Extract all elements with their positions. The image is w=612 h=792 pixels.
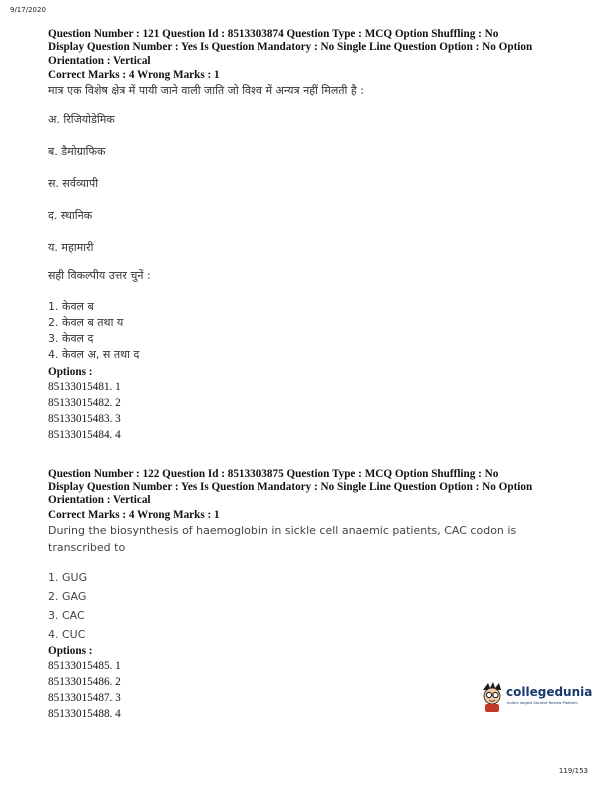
question-122-option-1: 85133015485. 1 <box>48 659 121 672</box>
logo-wordmark: collegedunia <box>506 685 593 699</box>
question-121-item-b: ब. डैमोग्राफिक <box>48 144 106 158</box>
mascot-icon <box>480 681 506 713</box>
question-121-meta-line1: Question Number : 121 Question Id : 8513303874 Question Type : MCQ Option Shuffling : No <box>48 28 499 40</box>
question-121-text: मात्र एक विशेष क्षेत्र में पायी जाने वाली जाति जो विश्व में अन्यत्र नहीं मिलती है : <box>48 83 364 97</box>
print-date: 9/17/2020 <box>10 6 46 14</box>
question-121-options-title: Options : <box>48 365 93 378</box>
question-121-option-3: 85133015483. 3 <box>48 412 121 425</box>
collegedunia-logo <box>480 681 600 715</box>
question-122-marks: Correct Marks : 4 Wrong Marks : 1 <box>48 508 220 521</box>
question-121-item-a: अ. रिजियोडेमिक <box>48 112 115 126</box>
question-122-meta-line1: Question Number : 122 Question Id : 8513303875 Question Type : MCQ Option Shuffling : No <box>48 467 499 480</box>
question-122-meta-line2: Display Question Number : Yes Is Question Mandatory : No Single Line Question Option : No Option <box>48 481 533 494</box>
question-121-item-c: स. सर्वव्यापी <box>48 176 99 190</box>
question-121 <box>48 28 588 443</box>
question-122-text-line1: During the biosynthesis of haemoglobin in sickle cell anaemic patients, CAC codon is <box>48 523 517 537</box>
question-122-option-4: 85133015488. 4 <box>48 707 121 720</box>
question-121-option-2: 85133015482. 2 <box>48 396 121 409</box>
question-122-choice-3: 3. CAC <box>48 608 85 622</box>
question-121-choice-3: 3. केवल द <box>48 331 94 345</box>
question-121-item-d: द. स्थानिक <box>48 208 93 222</box>
question-122-choice-4: 4. CUC <box>48 627 86 641</box>
question-121-choice-2: 2. केवल ब तथा य <box>48 315 124 329</box>
question-122-options-title: Options : <box>48 644 93 657</box>
question-121-option-1: 85133015481. 1 <box>48 380 121 393</box>
question-121-option-4: 85133015484. 4 <box>48 428 121 441</box>
question-121-choice-1: 1. केवल ब <box>48 299 94 313</box>
question-121-meta-line3: Orientation : Vertical <box>48 54 151 67</box>
page-number: 119/153 <box>558 767 588 775</box>
page-content <box>48 28 588 722</box>
question-122-option-2: 85133015486. 2 <box>48 675 121 688</box>
question-122-choice-1: 1. GUG <box>48 570 88 584</box>
question-121-instruction: सही विकल्पीय उत्तर चुनें : <box>48 268 151 282</box>
logo-tagline: India's largest Student Review Platform <box>507 701 578 705</box>
question-121-item-e: य. महामारी <box>48 240 94 254</box>
question-121-meta-line2: Display Question Number : Yes Is Question Mandatory : No Single Line Question Option : No Option <box>48 41 533 54</box>
question-122-text-line2: transcribed to <box>48 540 126 554</box>
question-121-choice-4: 4. केवल अ, स तथा द <box>48 347 140 361</box>
question-122-choice-2: 2. GAG <box>48 589 87 603</box>
question-121-marks: Correct Marks : 4 Wrong Marks : 1 <box>48 68 220 81</box>
question-122-option-3: 85133015487. 3 <box>48 691 121 704</box>
question-122-meta-line3: Orientation : Vertical <box>48 494 151 507</box>
